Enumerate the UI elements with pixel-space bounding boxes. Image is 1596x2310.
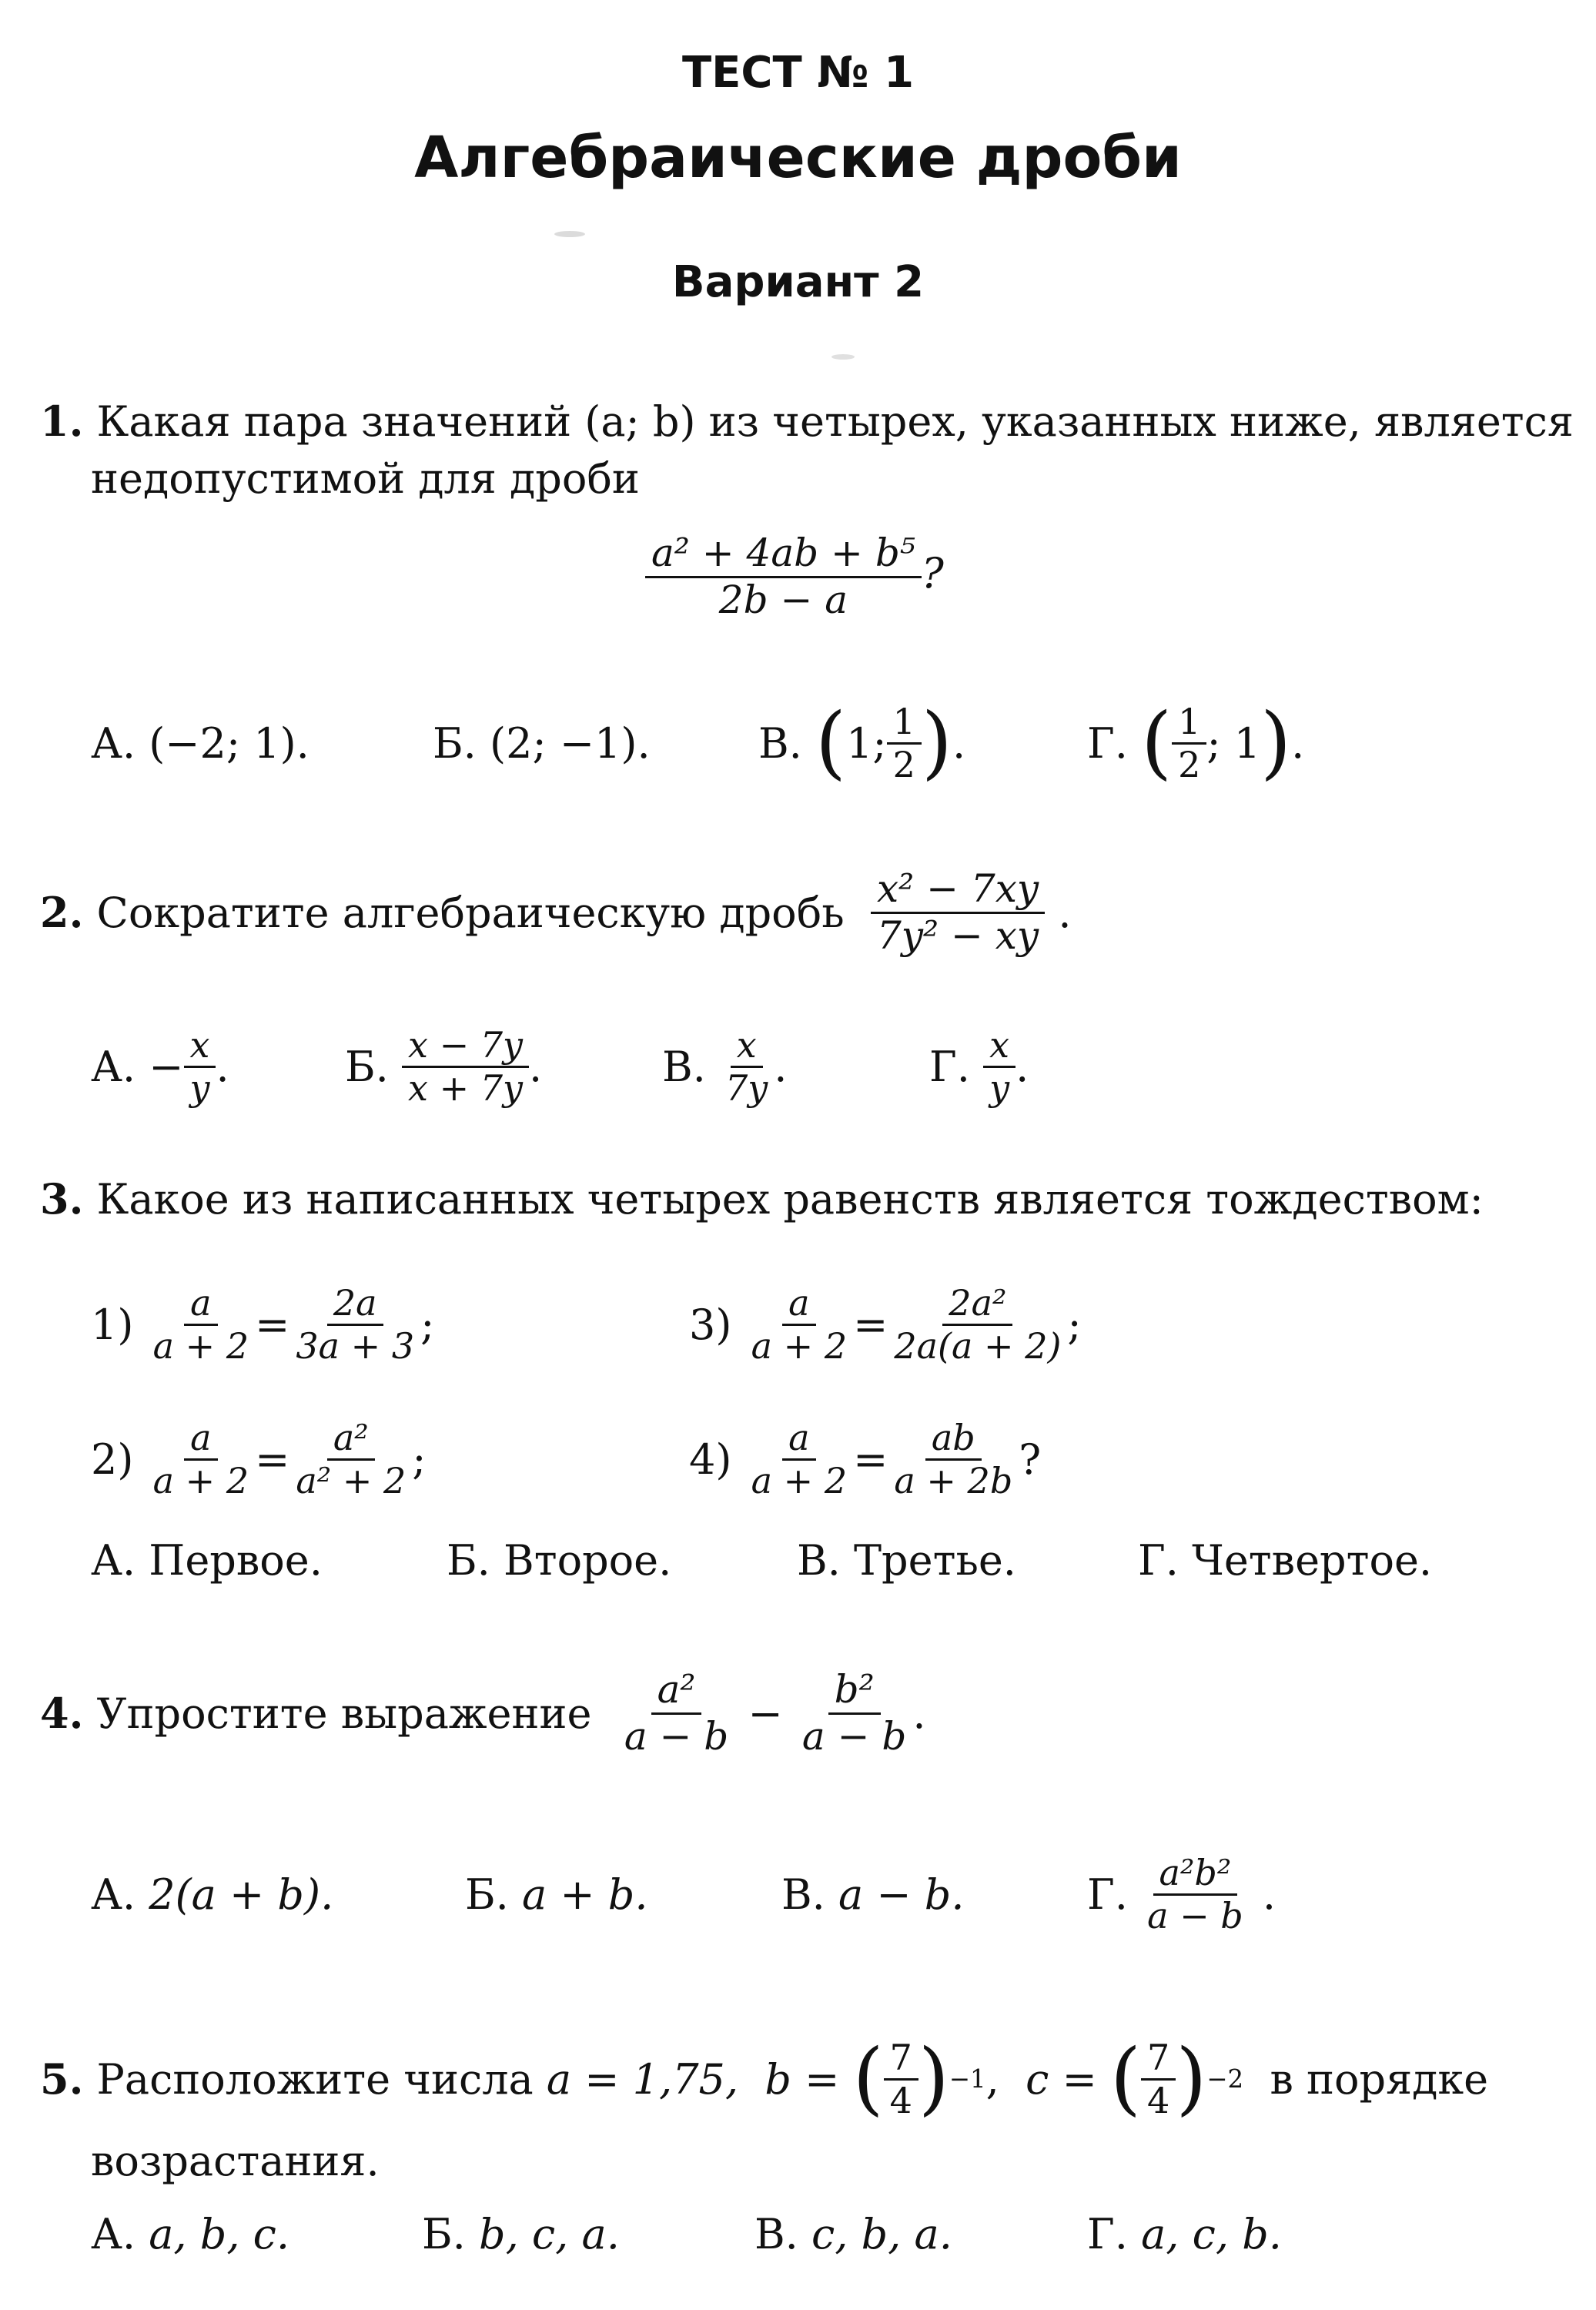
option-value: a, b, c. bbox=[149, 2210, 290, 2258]
question-number: 2. bbox=[40, 888, 84, 937]
fraction-denominator: 3a + 3 bbox=[296, 1324, 415, 1367]
equality-end: ; bbox=[412, 1435, 427, 1484]
scan-speck bbox=[831, 354, 855, 360]
fraction-numerator: x bbox=[731, 1025, 763, 1068]
paren-close: ) bbox=[1176, 2032, 1207, 2124]
option-label: Б. bbox=[447, 1536, 490, 1585]
option-value: b, c, a. bbox=[479, 2210, 620, 2258]
question-5-line2: возрастания. bbox=[91, 2137, 380, 2185]
fraction-denominator: a − b bbox=[801, 1713, 907, 1759]
q1-fraction bbox=[645, 531, 944, 622]
paren-open: ( bbox=[815, 696, 847, 788]
option-label: Г. bbox=[1087, 718, 1128, 768]
fraction-denominator: y bbox=[989, 1066, 1010, 1109]
option-label: Г. bbox=[1138, 1536, 1179, 1585]
q3-option-a[interactable] bbox=[91, 1536, 323, 1585]
fraction-numerator: a² bbox=[327, 1418, 375, 1461]
option-value: c, b, a. bbox=[811, 2210, 952, 2258]
option-label: А. bbox=[91, 1870, 136, 1919]
question-number: 4. bbox=[40, 1689, 84, 1738]
fraction-numerator: x² − 7xy bbox=[871, 867, 1045, 914]
c-variable: c = bbox=[1026, 2054, 1097, 2104]
q3-equality-1 bbox=[91, 1267, 434, 1382]
minus-sign: − bbox=[149, 1042, 184, 1091]
fraction-denominator: a + 2 bbox=[751, 1459, 848, 1502]
option-value: Четвертое. bbox=[1192, 1536, 1433, 1585]
option-label: А. bbox=[91, 1536, 136, 1585]
fraction-denominator: a − b bbox=[624, 1713, 729, 1759]
option-label: В. bbox=[755, 2210, 798, 2258]
option-value: (2; −1). bbox=[490, 718, 651, 768]
option-value: a + b. bbox=[522, 1870, 648, 1919]
equality-number: 1) bbox=[91, 1300, 134, 1349]
option-value: a − b. bbox=[838, 1870, 965, 1919]
q5-option-a[interactable] bbox=[91, 2210, 289, 2258]
option-label: В. bbox=[781, 1870, 825, 1919]
fraction-denominator: a + 2 bbox=[152, 1459, 249, 1502]
q4-option-a[interactable] bbox=[91, 1840, 333, 1948]
q2-option-c[interactable]: В. $\frac{x}{7y}$ . bbox=[662, 1023, 788, 1109]
q3-equality-4 bbox=[689, 1401, 1041, 1517]
fraction-denominator: 2 bbox=[1178, 743, 1201, 785]
fraction-numerator: x bbox=[983, 1025, 1015, 1068]
q1-option-b[interactable] bbox=[433, 697, 651, 789]
fraction-numerator: 2a bbox=[327, 1283, 383, 1326]
question-text: Какая пара значений (a; b) из четырех, указанных ниже, является bbox=[96, 397, 1574, 446]
question-number: 5. bbox=[40, 2054, 84, 2104]
question-text-end: в порядке bbox=[1270, 2054, 1489, 2104]
paren-close: ) bbox=[921, 696, 952, 788]
question-5: 5. Расположите числа a = 1,75, b = ( $\frac{7}{4}$ ) −1 , c = ( $\frac{7}{4}$ ) −2 в порядке bbox=[40, 2032, 1489, 2124]
paren-close: ) bbox=[918, 2032, 949, 2124]
fraction-numerator: a² bbox=[651, 1668, 702, 1715]
question-4: 4. Упростите выражение $\frac{\text{a²}}{a - b}$ − $\frac{\text{b²}}{a - b}$ . bbox=[40, 1667, 926, 1759]
fraction-numerator: x bbox=[184, 1025, 216, 1068]
q2-option-a[interactable]: А. − $\frac{x}{y}$ . bbox=[91, 1023, 229, 1109]
question-2: 2. Сократите алгебраическую дробь $\frac{\text{x² − 7xy}}{\text{7y² − xy}}$ . bbox=[40, 866, 1072, 958]
question-1 bbox=[40, 397, 1574, 446]
fraction-numerator: x − 7y bbox=[402, 1025, 529, 1068]
paren-open: ( bbox=[1110, 2032, 1142, 2124]
fraction-denominator: a² + 2 bbox=[296, 1459, 407, 1502]
q3-option-b[interactable] bbox=[447, 1536, 671, 1585]
fraction-numerator: a² + 4ab + b⁵ bbox=[645, 531, 922, 578]
option-label: В. bbox=[758, 718, 802, 768]
option-label: Б. bbox=[345, 1042, 389, 1091]
option-label: Г. bbox=[1087, 2210, 1128, 2258]
option-value: a, c, b. bbox=[1141, 2210, 1282, 2258]
paren-open: ( bbox=[852, 2032, 884, 2124]
q2-option-d[interactable]: Г. $\frac{x}{y}$ . bbox=[929, 1023, 1029, 1109]
minus-sign: − bbox=[748, 1689, 783, 1738]
fraction-denominator: 2b − a bbox=[718, 577, 848, 622]
fraction-numerator: a bbox=[184, 1418, 217, 1461]
q1-option-d[interactable]: Г. ( $\frac{1}{2}$ ; 1 ) . bbox=[1087, 696, 1305, 788]
fraction-denominator: a − b bbox=[1147, 1894, 1243, 1937]
fraction-numerator: a²b² bbox=[1153, 1853, 1238, 1896]
exponent: −2 bbox=[1206, 2064, 1244, 2094]
option-label: Г. bbox=[1087, 1870, 1128, 1919]
option-pre: 1; bbox=[846, 718, 887, 768]
option-label: Б. bbox=[465, 1870, 509, 1919]
fraction-denominator: y bbox=[189, 1066, 210, 1109]
option-label: Б. bbox=[433, 718, 477, 768]
option-label: А. bbox=[91, 2210, 136, 2258]
option-post: ; 1 bbox=[1206, 718, 1261, 768]
option-label: Г. bbox=[929, 1042, 970, 1091]
fraction-numerator: b² bbox=[828, 1668, 881, 1715]
q3-equality-2 bbox=[91, 1401, 426, 1517]
option-value: Третье. bbox=[854, 1536, 1016, 1585]
question-text: Сократите алгебраическую дробь bbox=[96, 888, 845, 937]
fraction-denominator: 4 bbox=[889, 2079, 912, 2121]
option-label: Б. bbox=[422, 2210, 466, 2258]
option-label: В. bbox=[797, 1536, 841, 1585]
equality-end: ? bbox=[1019, 1435, 1042, 1484]
option-value: Второе. bbox=[504, 1536, 672, 1585]
question-text: Расположите числа bbox=[96, 2054, 534, 2104]
paren-close: ) bbox=[1260, 696, 1292, 788]
question-number: 1. bbox=[40, 397, 84, 446]
equals-sign: = bbox=[853, 1435, 888, 1484]
fraction-numerator: 7 bbox=[1141, 2037, 1176, 2081]
fraction-numerator: 7 bbox=[884, 2037, 918, 2081]
a-value: a = 1,75, bbox=[546, 2054, 739, 2104]
equality-number: 3) bbox=[689, 1300, 732, 1349]
question-text: Какое из написанных четырех равенств является тождеством: bbox=[96, 1175, 1484, 1224]
q5-option-c[interactable] bbox=[755, 2210, 952, 2258]
exponent: −1 bbox=[949, 2064, 986, 2094]
fraction-denominator: 7y bbox=[725, 1066, 768, 1109]
q2-option-b[interactable]: Б. $\frac{x - 7y}{x + 7y}$ . bbox=[345, 1023, 543, 1109]
question-number: 3. bbox=[40, 1174, 84, 1224]
fraction-denominator: 2a(a + 2) bbox=[894, 1324, 1062, 1367]
fraction-numerator: ab bbox=[925, 1418, 982, 1461]
equality-number: 2) bbox=[91, 1435, 134, 1484]
q4-option-d[interactable]: Г. $\frac{\text{a²b²}}{a - b}$ . bbox=[1087, 1851, 1276, 1937]
q4-option-c[interactable] bbox=[781, 1840, 965, 1948]
q3-option-c[interactable] bbox=[797, 1536, 1016, 1585]
fraction-denominator: 4 bbox=[1147, 2079, 1170, 2121]
fraction-numerator: 2a² bbox=[942, 1283, 1012, 1326]
fraction-numerator: 1 bbox=[1172, 701, 1206, 745]
equality-number: 4) bbox=[689, 1435, 732, 1484]
q5-option-b[interactable] bbox=[422, 2210, 620, 2258]
scan-speck bbox=[554, 231, 585, 237]
equality-end: ; bbox=[1067, 1300, 1082, 1349]
question-text: Упростите выражение bbox=[96, 1689, 592, 1738]
test-number: ТЕСТ № 1 bbox=[681, 48, 915, 98]
fraction-numerator: a bbox=[184, 1283, 217, 1326]
option-value: 2(a + b). bbox=[149, 1870, 334, 1919]
option-label: А. bbox=[91, 718, 136, 768]
fraction-denominator: 7y² − xy bbox=[876, 912, 1039, 958]
q1-option-c[interactable]: В. ( 1; $\frac{1}{2}$ ) . bbox=[758, 696, 966, 788]
q4-option-b[interactable] bbox=[465, 1840, 648, 1948]
fraction-denominator: a + 2 bbox=[751, 1324, 848, 1367]
fraction-numerator: a bbox=[782, 1283, 815, 1326]
variant-label: Вариант 2 bbox=[671, 257, 925, 307]
fraction-denominator: x + 7y bbox=[408, 1066, 524, 1109]
fraction-denominator: 2 bbox=[892, 743, 915, 785]
fraction-denominator: a + 2 bbox=[152, 1324, 249, 1367]
q3-equality-3 bbox=[689, 1267, 1082, 1382]
page-title: Алгебраические дроби bbox=[414, 125, 1182, 191]
q1-option-a[interactable] bbox=[91, 697, 309, 789]
equals-sign: = bbox=[255, 1435, 290, 1484]
equals-sign: = bbox=[255, 1300, 290, 1349]
b-variable: b = bbox=[765, 2054, 840, 2104]
fraction-numerator: a bbox=[782, 1418, 815, 1461]
q3-option-d[interactable] bbox=[1138, 1536, 1432, 1585]
option-label: А. bbox=[91, 1042, 136, 1091]
option-value: (−2; 1). bbox=[149, 718, 309, 768]
equals-sign: = bbox=[853, 1300, 888, 1349]
option-value: Первое. bbox=[149, 1536, 323, 1585]
question-mark: ? bbox=[921, 549, 944, 598]
question-1-line2: недопустимой для дроби bbox=[91, 454, 640, 503]
paren-open: ( bbox=[1141, 696, 1173, 788]
equality-end: ; bbox=[420, 1300, 435, 1349]
fraction-numerator: 1 bbox=[887, 701, 922, 745]
fraction-denominator: a + 2b bbox=[894, 1459, 1013, 1502]
option-label: В. bbox=[662, 1042, 706, 1091]
q5-option-d[interactable] bbox=[1087, 2210, 1282, 2258]
question-3 bbox=[40, 1174, 1484, 1224]
